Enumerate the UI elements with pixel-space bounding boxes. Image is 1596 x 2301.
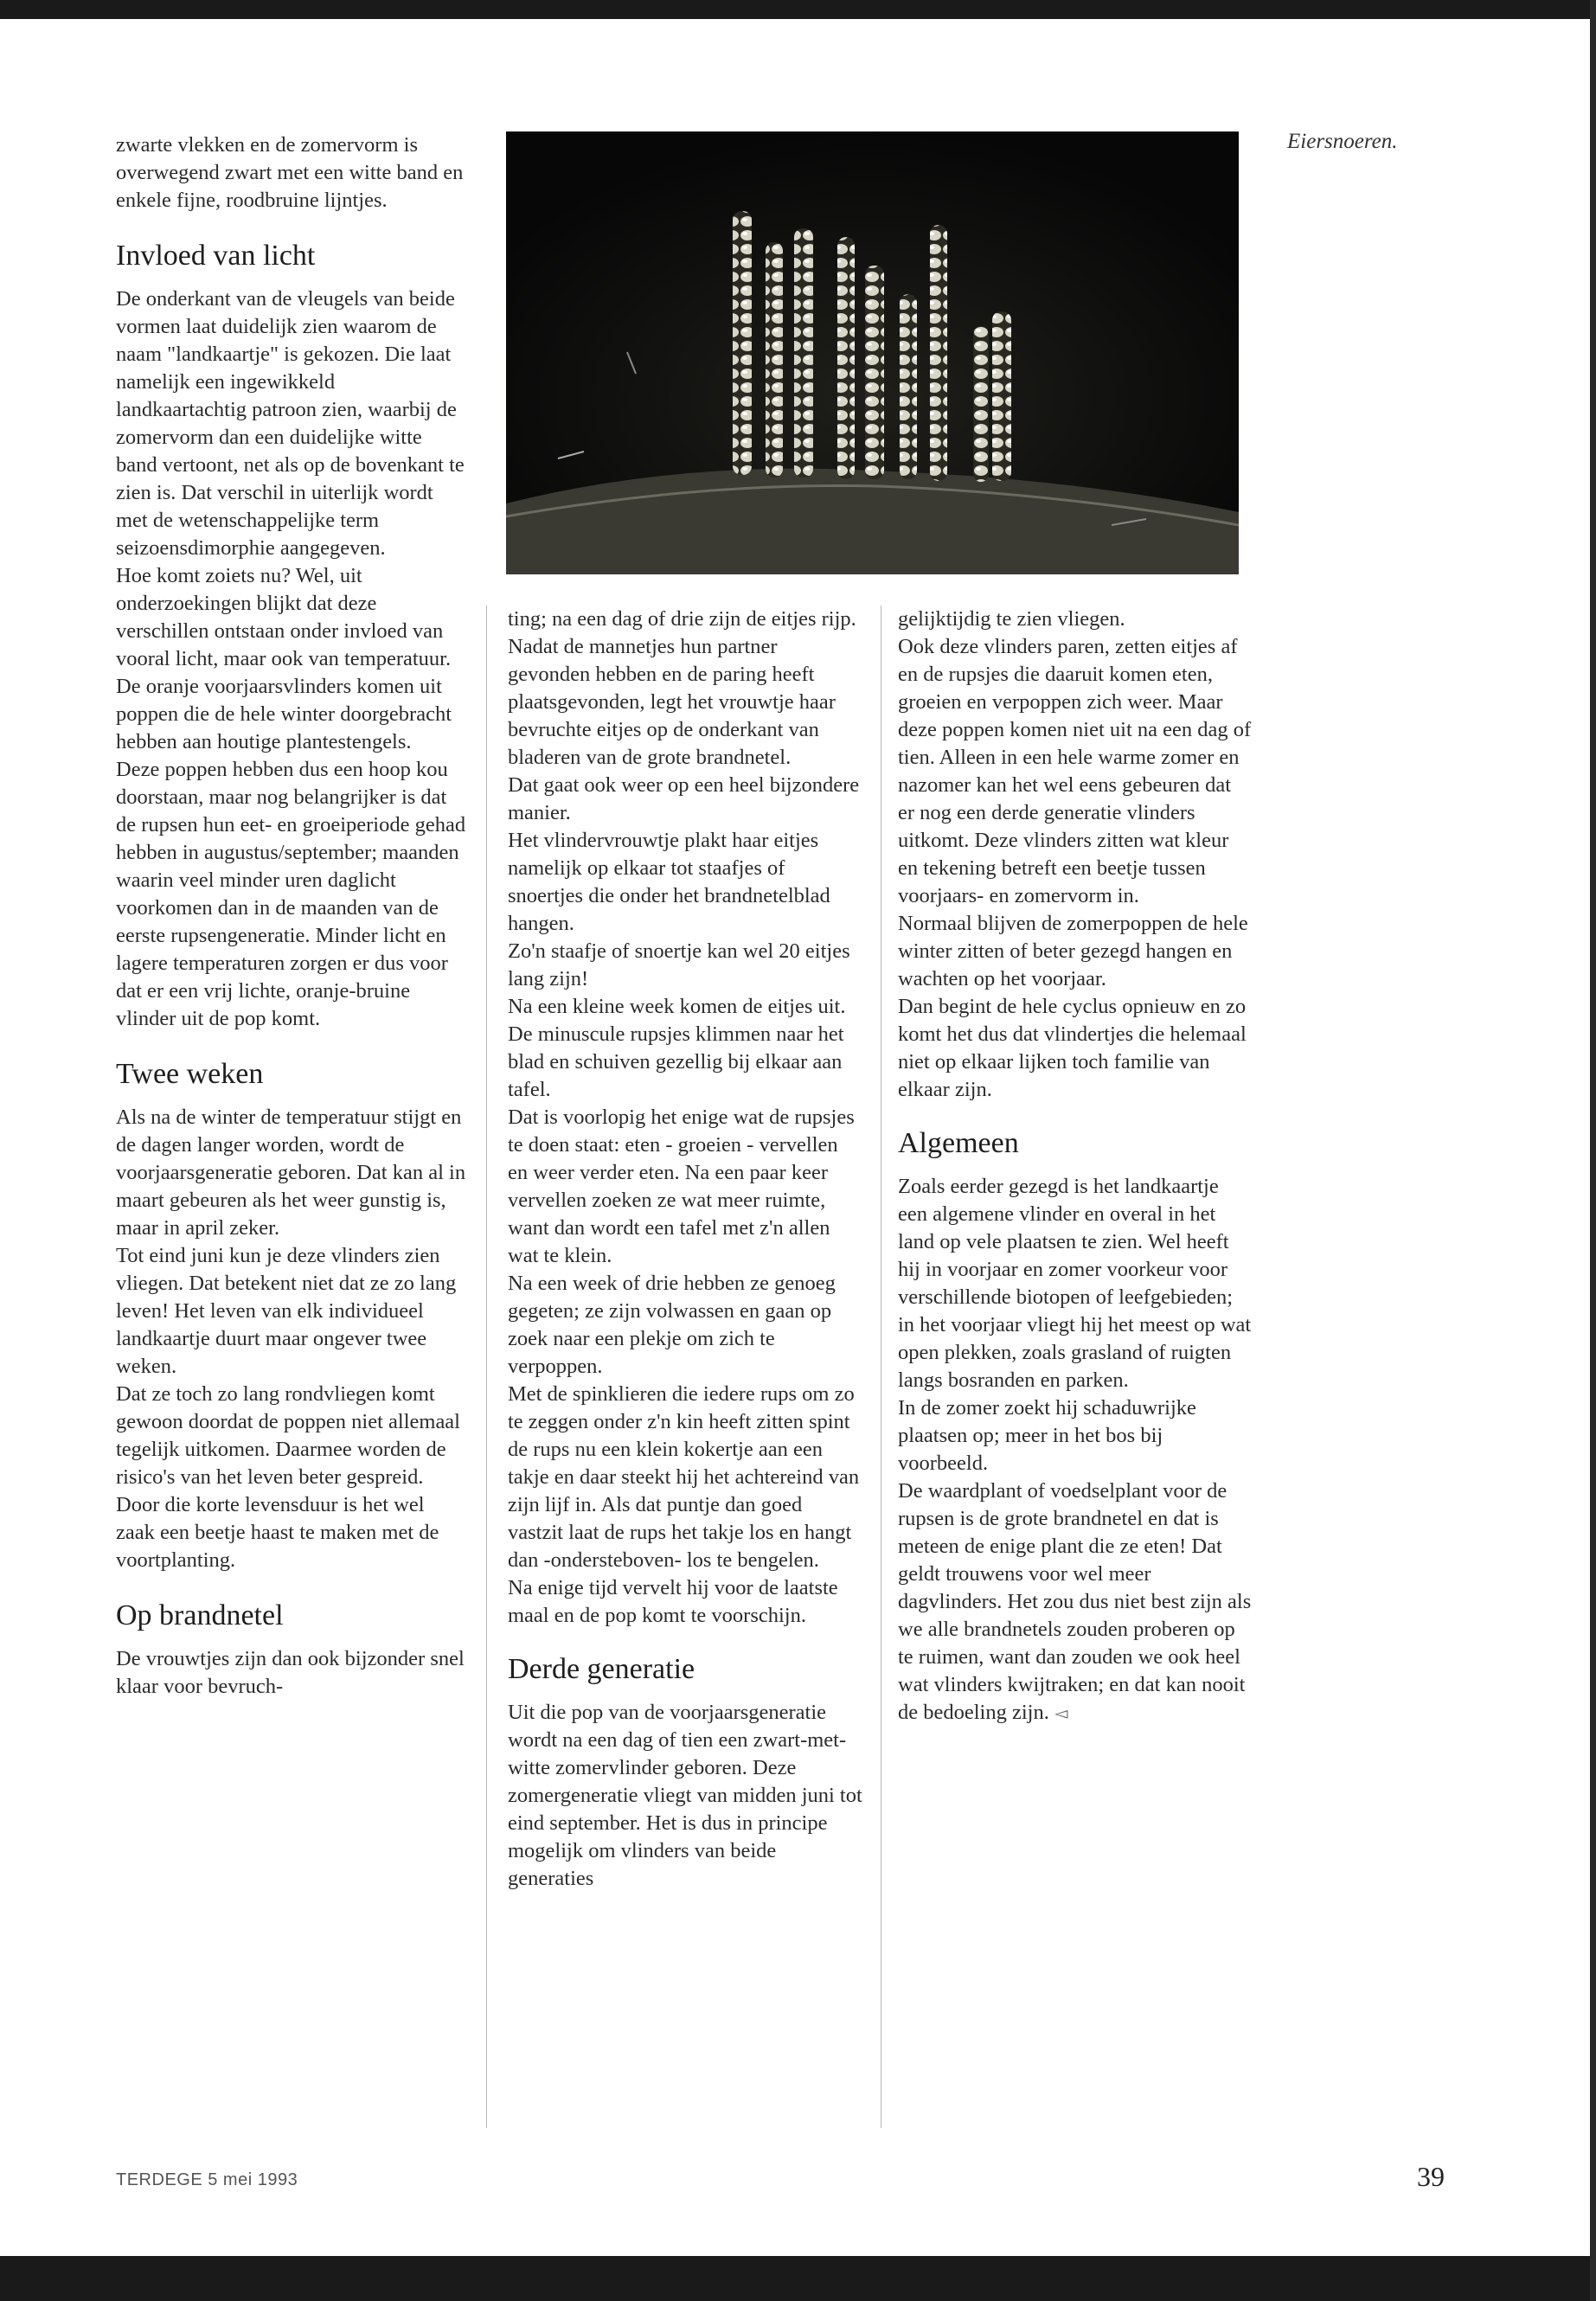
column-3 [898,606,1253,1727]
egg-strings-photo [506,131,1239,574]
section-heading-op-brandnetel: Op brandnetel [116,1599,284,1631]
page-number: 39 [1417,2161,1445,2192]
paragraph: De oranje voorjaarsvlinders komen uit poppen die de hele winter doorgebracht hebben aan houtige plantestengels. [116,675,452,753]
paragraph [898,1477,1253,1727]
scan-border-bottom [0,2256,1596,2301]
paragraph-text: De waardplant of voedselplant voor de rupsen is de grote brandnetel en dat is meteen de enige plant die ze eten! Dat geldt trouwens voor wel meer dagvlinders. Het zou dus niet best zijn als we alle brandnetels zouden proberen op te ruimen, want dan zouden we ook heel wat vlinders kwijtraken; en dat kan nooit de bedoeling zijn. [898,1479,1252,1724]
paragraph: Nadat de mannetjes hun partner gevonden hebben en de paring heeft plaatsgevonden, legt het vrouwtje haar bevruchte eitjes op de onderkant van bladeren van de grote brandnetel. [508,635,836,769]
section-heading-twee-weken: Twee weken [116,1058,264,1090]
paragraph: Met de spinklieren die iedere rups om zo te zeggen onder z'n kin heeft zitten spint de rups nu een klein kokertje aan een takje en daar steekt hij het achtereind van zijn lijf in. Als dat puntje dan goed vastzit laat de rups het takje los en hangt dan -ondersteboven- los te bengelen. [508,1382,860,1572]
column-2 [508,606,862,1893]
paragraph: Ook deze vlinders paren, zetten eitjes af en de rupsjes die daaruit komen eten, groeien en verpoppen zich weer. Maar deze poppen komen niet uit na een dag of tien. Alleen in een hele warme zomer en nazomer kan het wel eens gebeuren dat er nog een derde generatie vlinders uitkomt. Deze vlinders zitten wat kleur en tekening betreft een beetje tussen voorjaars- en zomervorm in. [898,635,1252,907]
paragraph: Dat is voorlopig het enige wat de rupsjes te doen staat: eten - groeien - vervellen en weer verder eten. Na een paar keer vervellen zoeken ze wat meer ruimte, want dan wordt een tafel met z'n allen wat te klein. [508,1106,855,1267]
paragraph: Dat ze toch zo lang rondvliegen komt gewoon doordat de poppen niet allemaal tegelijk uitkomen. Daarmee worden de risico's van het leven beter gespreid. [116,1382,460,1489]
paragraph: Het vlindervrouwtje plakt haar eitjes namelijk op elkaar tot staafjes of snoertjes die onder het brandnetelblad hangen. [508,829,830,935]
paragraph: Na enige tijd vervelt hij voor de laatste maal en de pop komt te voorschijn. [508,1576,838,1627]
scan-border-right [1590,0,1596,2301]
photo-caption: Eiersnoeren. [1287,130,1398,153]
paragraph: Dat gaat ook weer op een heel bijzondere manier. [508,773,860,824]
egg-strings-illustration [506,131,1239,574]
paragraph: In de zomer zoekt hij schaduwrijke plaatsen op; meer in het bos bij voorbeeld. [898,1396,1196,1475]
paragraph: Als na de winter de temperatuur stijgt en de dagen langer worden, wordt de voorjaarsgeneratie geboren. Dat kan al in maart gebeuren als het weer gunstig is, maar in april zeker. [116,1106,466,1240]
section-heading-invloed-van-licht: Invloed van licht [116,240,316,272]
paragraph: ting; na een dag of drie zijn de eitjes rijp. [508,607,856,631]
paragraph: De onderkant van de vleugels van beide vormen laat duidelijk zien waarom de naam "landkaartje" is gekozen. Die laat namelijk een ingewikkeld landkaartachtig patroon zien, waarbij de zomervorm dan een duidelijke witte band vertoont, net als op de bovenkant te zien is. Dat verschil in uiterlijk wordt met de wetenschappelijke term seizoensdimorphie aangegeven. [116,287,465,560]
paragraph: Normaal blijven de zomerpoppen de hele winter zitten of beter gezegd hangen en wachten op het voorjaar. [898,912,1248,990]
paragraph: Zo'n staafje of snoertje kan wel 20 eitjes lang zijn! [508,939,850,990]
paragraph: Zoals eerder gezegd is het landkaartje een algemene vlinder en overal in het land op vele plaatsen te zien. Wel heeft hij in voorjaar en zomer voorkeur voor verschillende biotopen of leefgebieden; in het voorjaar vliegt hij het meest op wat open plekken, zoals grasland of ruigten langs bosranden en parken. [898,1175,1252,1392]
paragraph: Uit die pop van de voorjaarsgeneratie wordt na een dag of tien een zwart-met-witte zomervlinder geboren. Deze zomergeneratie vliegt van midden juni tot eind september. Het is dus in principe mogelijk om vlinders van beide generaties [508,1701,862,1890]
paragraph: Tot eind juni kun je deze vlinders zien vliegen. Dat betekent niet dat ze zo lang leven! Het leven van elk individueel landkaartje duurt maar ongever twee weken. [116,1244,457,1378]
end-mark-icon: ◅ [1054,1702,1068,1723]
section-heading-derde-generatie: Derde generatie [508,1653,695,1685]
paragraph: zwarte vlekken en de zomervorm is overwegend zwart met een witte band en enkele fijne, roodbruine lijntjes. [116,133,464,212]
paragraph: Na een week of drie hebben ze genoeg gegeten; ze zijn volwassen en gaan op zoek naar een plekje om zich te verpoppen. [508,1272,836,1378]
scan-border-top [0,0,1596,19]
paragraph: Door die korte levensduur is het wel zaak een beetje haast te maken met de voortplanting. [116,1493,439,1572]
paragraph: Hoe komt zoiets nu? Wel, uit onderzoekingen blijkt dat deze verschillen ontstaan onder invloed van vooral licht, maar ook van temperatuur. [116,564,452,670]
column-1 [116,131,466,1701]
paragraph: Na een kleine week komen de eitjes uit. De minuscule rupsjes klimmen naar het blad en schuiven gezellig bij elkaar aan tafel. [508,995,846,1101]
paragraph: gelijktijdig te zien vliegen. [898,607,1125,631]
section-heading-algemeen: Algemeen [898,1127,1019,1159]
paragraph: Deze poppen hebben dus een hoop kou doorstaan, maar nog belangrijker is dat de rupsen hun eet- en groeiperiode gehad hebben in augustus/september; maanden waarin veel minder uren daglicht voorkomen dan in de maanden van de eerste rupsengeneratie. Minder licht en lagere temperaturen zorgen er dus voor dat er een vrij lichte, oranje-bruine vlinder uit de pop komt. [116,758,466,1030]
paragraph: Dan begint de hele cyclus opnieuw en zo komt het dus dat vlindertjes die helemaal niet op elkaar lijken toch familie van elkaar zijn. [898,995,1247,1101]
paragraph: De vrouwtjes zijn dan ook bijzonder snel klaar voor bevruch- [116,1647,465,1698]
page-footer: TERDEGE 5 mei 1993 [116,2170,298,2189]
column-divider [486,606,487,2128]
